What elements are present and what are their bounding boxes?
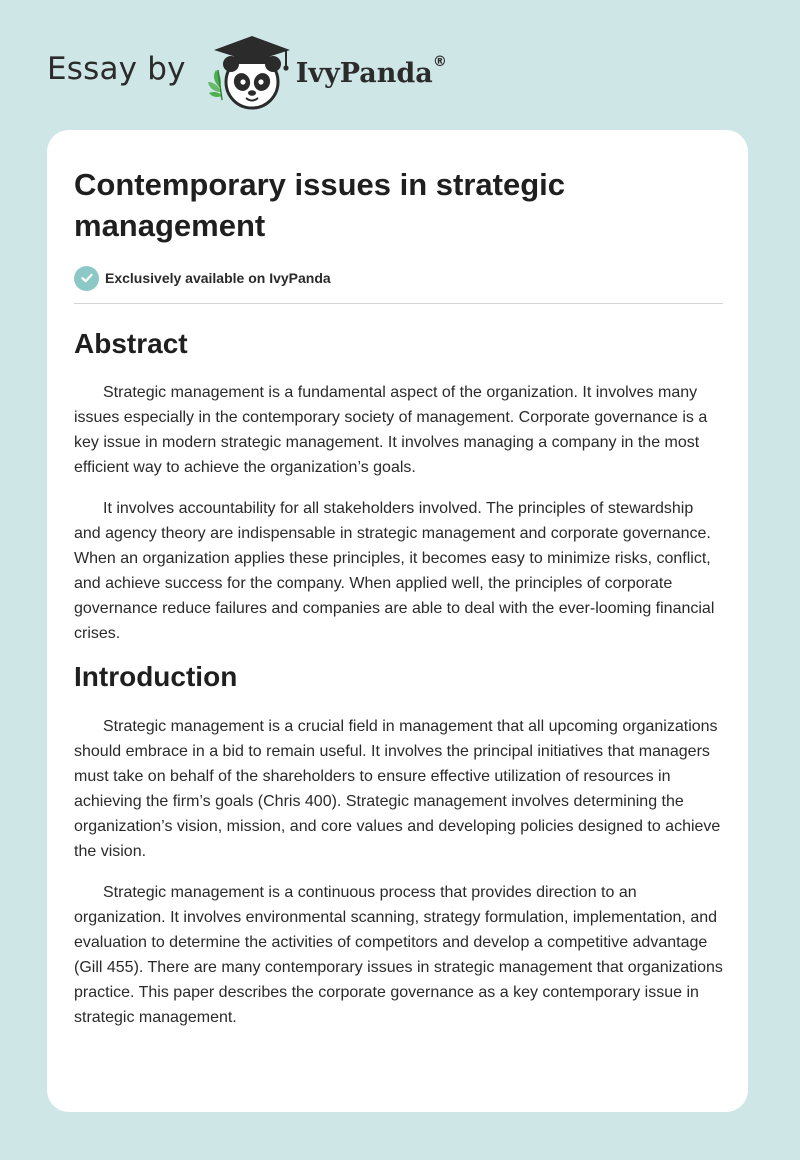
ivypanda-logo[interactable]	[200, 30, 447, 114]
check-circle-icon	[74, 266, 99, 291]
paragraph: Strategic management is a fundamental aspect of the organization. It involves many issues especially in the contemporary society of management. Corporate governance is a key issue in modern strategic management. It involves managing a company in the most efficient way to achieve the organization’s goals.	[74, 384, 708, 476]
section-heading-abstract: Abstract	[74, 328, 188, 359]
page-title: Contemporary issues in strategic management	[74, 167, 565, 243]
section-heading-introduction: Introduction	[74, 661, 238, 692]
essay-card	[47, 130, 748, 1112]
paragraph: It involves accountability for all stakeholders involved. The principles of stewardship and agency theory are indispensable in strategic management and corporate governance. When an organization applies these principles, it becomes easy to minimize risks, conflict, and achieve success for the company. When applied well, the principles of corporate governance reduce failures and companies are able to deal with the ever-looming financial crises.	[74, 500, 715, 642]
paragraph: Strategic management is a continuous process that provides direction to an organization. It involves environmental scanning, strategy formulation, implementation, and evaluation to determine the activities of competitors and develop a competitive advantage (Gill 455). There are many contemporary issues in strategic management that organizations practice. This paper describes the corporate governance as a key contemporary issue in strategic management.	[74, 884, 723, 1026]
exclusive-badge	[74, 265, 723, 291]
brand-name: IvyPanda®	[295, 53, 447, 89]
paragraph: Strategic management is a crucial field in management that all upcoming organizations should embrace in a bid to remain useful. It involves the principal initiatives that managers must take on behalf of the shareholders to ensure effective utilization of resources in achieving the firm’s goals (Chris 400). Strategic management involves determining the organization’s vision, mission, and core values and developing policies designed to achieve the vision.	[74, 718, 721, 860]
essay-content	[74, 130, 723, 1030]
panda-logo-icon	[200, 30, 296, 114]
divider	[74, 303, 723, 304]
site-header	[47, 30, 447, 114]
essay-by-label: Essay by	[47, 51, 186, 87]
exclusive-label: Exclusively available on IvyPanda	[105, 270, 331, 286]
